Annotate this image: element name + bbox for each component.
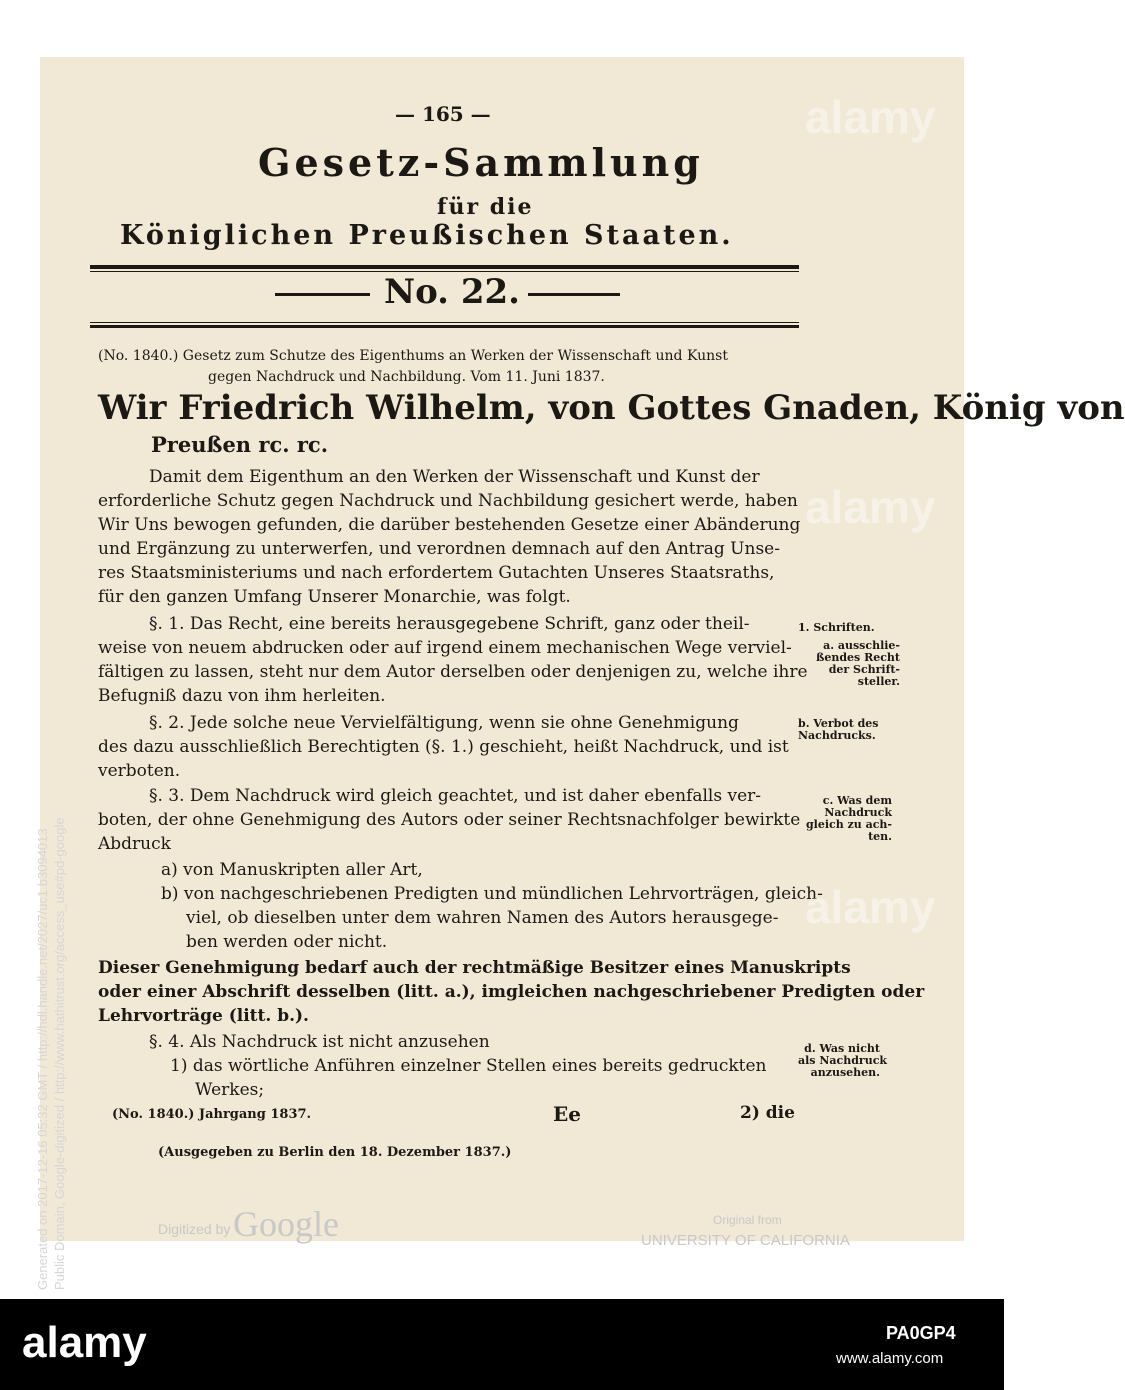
law-title: (No. 1840.) Gesetz zum Schutze des Eigenthums an Werken der Wissenschaft und Kunst gegen Nachdruck und Nachbildung. Vom 11. Juni 1837. [98,348,728,385]
issue-number: No. 22. [384,272,520,312]
footer-catchword: 2) die [740,1103,795,1123]
section-1: §. 1. Das Recht, eine bereits herausgegebene Schrift, ganz oder theil- weise von neuem abdrucken oder auf irgend einem mechanischen Wege verviel- fältigen zu lassen, steht nur dem Autor derselben oder denjenigen zu, welche ihre Befugniß dazu von ihm herleiten. [98,614,808,706]
alamy-watermark-top: alamy [805,91,936,143]
section-4: §. 4. Als Nachdruck ist nicht anzusehen [149,1032,490,1052]
list-item-b: b) von nachgeschriebenen Predigten und mündlichen Lehrvorträgen, gleich- viel, ob dieselben unter dem wahren Namen des Autors herausgege- ben werden oder nicht. [161,884,823,952]
title-for: für die [437,194,534,220]
section-2: §. 2. Jede solche neue Vervielfältigung, wenn sie ohne Genehmigung des dazu ausschließlich Berechtigten (§. 1.) geschieht, heißt Nachdruck, und ist verboten. [98,713,789,781]
stock-footer-bar [0,1299,1004,1390]
intro-heading-cont: Preußen rc. rc. [151,432,329,457]
alamy-watermark-bottom: alamy [805,881,936,933]
footer-issued: (Ausgegeben zu Berlin den 18. Dezember 1837.) [158,1145,512,1160]
margin-note-not-reprint: d. Was nicht als Nachdruck anzusehen. [798,1042,888,1079]
margin-note-prohibition: b. Verbot des Nachdrucks. [798,717,879,742]
original-from-label: Original from [713,1213,782,1227]
page-number: — 165 — [395,102,491,126]
intro-heading: Wir Friedrich Wilhelm, von Gottes Gnaden, König von [98,388,1125,428]
digitized-by-label: Digitized by [158,1221,231,1237]
consent-paragraph: Dieser Genehmigung bedarf auch der rechtmäßige Besitzer eines Manuskripts oder einer Abschrift desselben (litt. a.), imgleichen nachgeschriebener Predigten oder Lehrvorträge (litt. b.). [98,958,925,1026]
section-4-item-1: 1) das wörtliche Anführen einzelner Stellen eines bereits gedruckten Werkes; [170,1056,767,1100]
university-label: UNIVERSITY OF CALIFORNIA [641,1232,850,1249]
margin-note-exclusive-right: a. ausschlie- ßendes Recht der Schrift- steller. [816,639,900,688]
header-rule-top [90,265,799,269]
header-rule-bottom-thin [90,322,799,323]
issue-dash-left [275,293,370,296]
section-3: §. 3. Dem Nachdruck wird gleich geachtet, und ist daher ebenfalls ver- boten, der ohne Genehmigung des Autors oder seiner Rechtsnachfolger bewirkte Abdruck [98,786,801,854]
margin-note-writings: 1. Schriften. [798,621,875,634]
title-states: Königlichen Preußischen Staaten. [120,220,734,251]
issue-dash-right [528,293,620,296]
header-rule-bottom [90,325,799,328]
footer-law-year: (No. 1840.) Jahrgang 1837. [112,1107,312,1122]
preamble: Damit dem Eigenthum an den Werken der Wissenschaft und Kunst der erforderliche Schutz gegen Nachdruck und Nachbildung gesichert werde, haben Wir Uns bewogen gefunden, die darüber bestehenden Gesetze einer Abänderung und Ergänzung zu unterwerfen, und verordnen demnach auf den Antrag Unse- res Staatsministeriums und nach erfordertem Gutachten Unseres Staatsraths, für den ganzen Umfang Unserer Monarchie, was folgt. [98,467,801,607]
google-logo: Google [233,1204,339,1244]
stock-url[interactable]: www.alamy.com [836,1350,944,1367]
title-collection: Gesetz-Sammlung [258,140,704,185]
image-id: PA0GP4 [886,1323,956,1343]
alamy-watermark-middle: alamy [805,481,936,533]
margin-note-equivalent: c. Was dem Nachdruck gleich zu ach- ten. [805,794,892,843]
footer-signature: Ee [553,1102,581,1126]
alamy-logo: alamy [22,1318,147,1367]
generated-watermark: Generated on 2017-12-16 05:32 GMT / http://hdl.handle.net/2027/uc1.b3094013 Public Domain, Google-digitized / http://www.hathitrust.org/access_use#pd-google [35,817,67,1290]
list-item-a: a) von Manuskripten aller Art, [161,860,423,880]
